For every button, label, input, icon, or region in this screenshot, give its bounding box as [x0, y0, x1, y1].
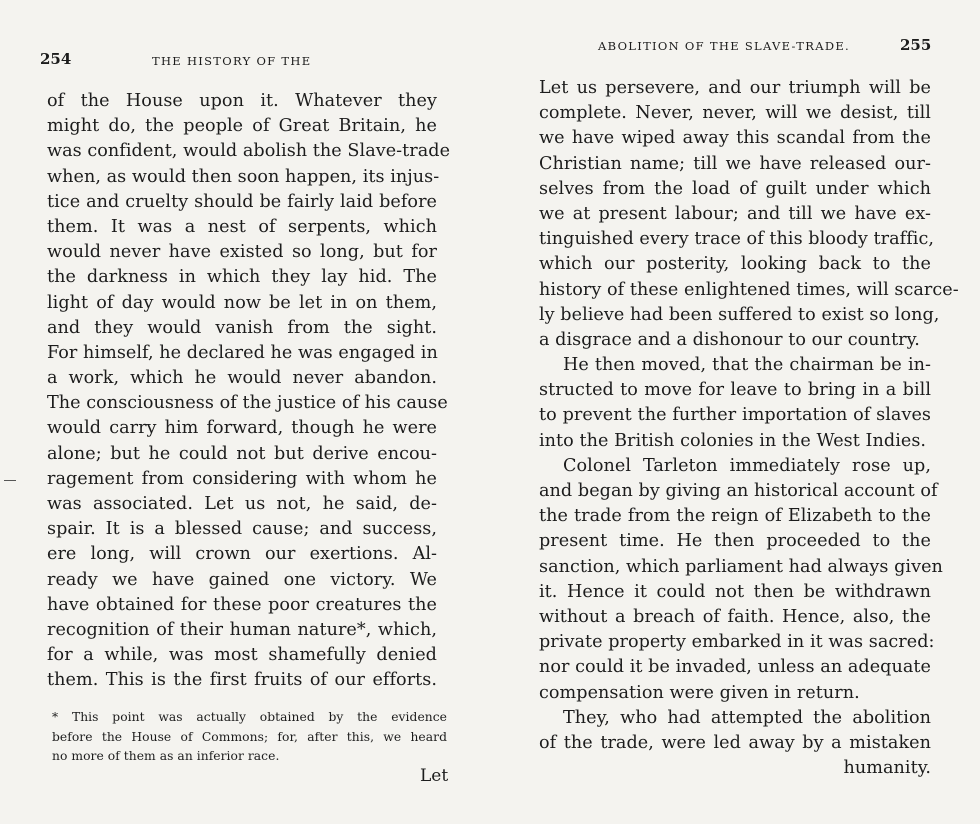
text-line: and began by giving an historical account of: [539, 481, 938, 501]
footnote-line: no more of them as an inferior race.: [52, 749, 280, 763]
text-line: which our posterity, looking back to the: [539, 254, 931, 275]
left-running-head: THE HISTORY OF THE: [152, 54, 312, 68]
text-line: complete. Never, never, will we desist, till: [539, 103, 931, 124]
text-line: He then moved, that the chairman be in-: [563, 355, 931, 376]
text-line: when, as would then soon happen, its injus-: [47, 166, 440, 187]
text-line: would carry him forward, though he were: [47, 418, 437, 439]
text-line: might do, the people of Great Britain, he: [47, 116, 437, 137]
catchword: Let: [420, 766, 449, 786]
text-line: the trade from the reign of Elizabeth to the: [539, 506, 931, 527]
text-line: would never have existed so long, but for: [47, 242, 437, 263]
right-body-text: [539, 76, 959, 781]
text-line: to prevent the further importation of slaves: [539, 405, 931, 426]
text-line: history of these enlightened times, will scarce-: [539, 279, 959, 300]
text-line: for a while, was most shamefully denied: [47, 645, 437, 666]
text-line: compensation were given in return.: [539, 682, 860, 703]
text-line: we at present labour; and till we have ex-: [539, 203, 931, 224]
text-line: private property embarked in it was sacred:: [539, 632, 935, 653]
text-line: ready we have gained one victory. We: [47, 569, 437, 590]
text-line: tice and cruelty should be fairly laid before: [47, 191, 437, 212]
left-body-text: [47, 89, 451, 694]
text-line: light of day would now be let in on them,: [47, 292, 437, 313]
text-line: present time. He then proceeded to the: [539, 531, 931, 552]
text-line: into the British colonies in the West Indies.: [539, 430, 927, 451]
text-line: we have wiped away this scandal from the: [539, 128, 931, 149]
text-line: of the House upon it. Whatever they: [47, 91, 437, 111]
text-line: have obtained for these poor creatures the: [47, 594, 437, 615]
text-line: a work, which he would never abandon.: [47, 368, 437, 389]
text-line: selves from the load of guilt under which: [539, 178, 931, 199]
text-line: sanction, which parliament had always given: [539, 556, 943, 577]
text-line: was confident, would abolish the Slave-trade: [47, 141, 451, 162]
text-line: a disgrace and a dishonour to our country.: [539, 329, 920, 350]
text-line: them. It was a nest of serpents, which: [47, 216, 437, 237]
text-line: Let us persevere, and our triumph will be: [539, 78, 931, 98]
text-line: humanity.: [843, 758, 931, 779]
text-line: of the trade, were led away by a mistaken: [539, 732, 931, 753]
right-running-head: ABOLITION OF THE SLAVE-TRADE.: [598, 39, 850, 53]
right-page-number: 255: [900, 36, 932, 54]
text-line: tinguished every trace of this bloody traffic,: [539, 229, 934, 250]
text-line: nor could it be invaded, unless an adequate: [539, 657, 931, 678]
text-line: Christian name; till we have released our-: [539, 153, 931, 174]
text-line: without a breach of faith. Hence, also, the: [539, 606, 931, 627]
text-line: ere long, will crown our exertions. Al-: [47, 544, 437, 565]
text-line: The consciousness of the justice of his cause: [47, 393, 448, 414]
text-line: alone; but he could not but derive encou-: [47, 443, 437, 464]
margin-mark: [4, 480, 16, 481]
text-line: and they would vanish from the sight.: [47, 317, 437, 338]
footnote-line: before the House of Commons; for, after this, we heard: [52, 729, 447, 744]
text-line: They, who had attempted the abolition: [563, 707, 931, 728]
right-page: [490, 0, 980, 824]
left-page-number: 254: [40, 50, 72, 68]
text-line: recognition of their human nature*, which,: [47, 619, 437, 640]
text-line: Colonel Tarleton immediately rose up,: [563, 455, 931, 476]
text-line: it. Hence it could not then be withdrawn: [539, 581, 931, 602]
text-line: the darkness in which they lay hid. The: [47, 267, 437, 288]
text-line: them. This is the first fruits of our efforts.: [47, 670, 437, 691]
left-footnote: [52, 708, 447, 767]
text-line: ly believe had been suffered to exist so long,: [539, 304, 940, 325]
text-line: structed to move for leave to bring in a bill: [539, 380, 931, 401]
text-line: For himself, he declared he was engaged in: [47, 342, 438, 363]
text-line: spair. It is a blessed cause; and success,: [47, 519, 437, 540]
footnote-line: * This point was actually obtained by the evidence: [52, 710, 447, 724]
text-line: was associated. Let us not, he said, de-: [47, 494, 437, 514]
text-line: ragement from considering with whom he: [47, 468, 437, 489]
